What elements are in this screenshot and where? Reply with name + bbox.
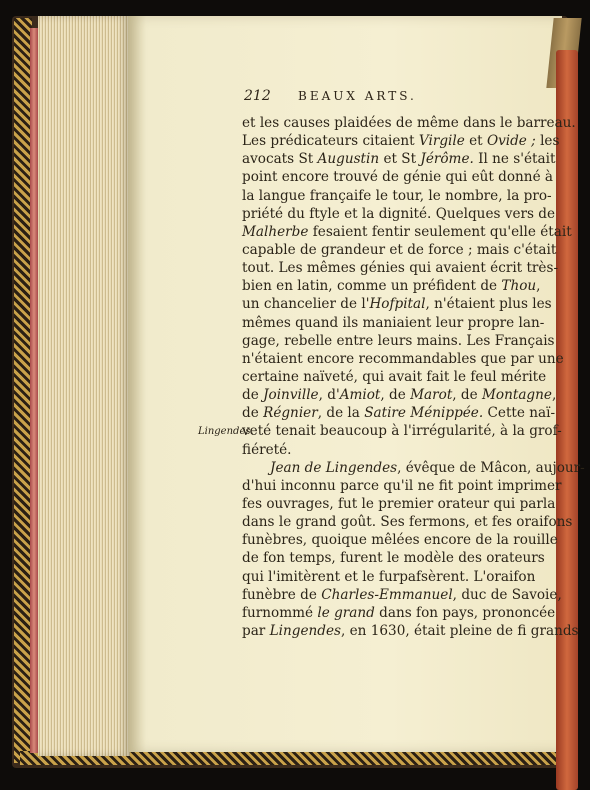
text-segment: de — [242, 387, 264, 404]
italic-text: Jean de Lingendes — [270, 459, 398, 476]
running-title: BEAUX ARTS. — [298, 89, 417, 103]
text-segment: , duc de Savoie, — [452, 586, 562, 603]
text-segment: dans le grand goût. Ses fermons, et fes oraifons — [242, 514, 573, 531]
text-segment: et St — [379, 151, 421, 168]
red-page-edge — [30, 28, 38, 753]
body-text — [242, 114, 585, 640]
italic-text: Lingendes — [269, 622, 341, 639]
text-line — [242, 604, 556, 622]
text-segment: , en 1630, était pleine de fi grands — [341, 622, 579, 639]
text-line — [242, 386, 557, 404]
italic-text: Montagne — [482, 387, 552, 404]
text-segment: bien en latin, comme un préfident de — [242, 278, 502, 295]
italic-text: Jérôme. — [420, 151, 474, 168]
text-segment: , n'étaient plus les — [425, 296, 552, 313]
red-bookmark-ribbon — [556, 50, 578, 790]
text-segment: , — [551, 387, 557, 404]
text-line — [242, 531, 558, 549]
text-line — [242, 332, 555, 350]
text-segment: gage, rebelle entre leurs mains. Les Français — [242, 332, 555, 349]
text-segment: , — [536, 278, 541, 295]
margin-note: Lingendes. — [198, 426, 254, 437]
text-line — [242, 314, 545, 332]
text-segment: , de la — [317, 405, 365, 422]
text-line — [242, 205, 556, 223]
text-line — [242, 223, 572, 241]
text-segment: certaine naïveté, qui avait fait le feul mérite — [242, 368, 547, 385]
text-segment: les — [535, 133, 560, 150]
text-segment: et les causes plaidées de même dans le barreau. — [242, 115, 576, 131]
text-segment: veté tenait beaucoup à l'irrégularité, à la grof- — [242, 423, 562, 440]
text-segment: capable de grandeur et de force ; mais c'était — [242, 241, 557, 258]
text-segment: funèbre de — [242, 586, 322, 603]
text-segment: Cette naï- — [483, 405, 556, 422]
text-segment: qui l'imitèrent et le furpafsèrent. L'oraifon — [242, 568, 536, 585]
text-line — [242, 168, 554, 186]
text-line — [242, 441, 514, 459]
text-segment: et — [464, 133, 487, 150]
text-segment: furnommé — [242, 604, 318, 621]
text-segment: par — [242, 622, 270, 639]
text-segment: Les prédicateurs citaient — [242, 133, 419, 150]
text-line — [242, 404, 556, 422]
text-line — [242, 495, 556, 513]
italic-text: Hofpital — [369, 296, 426, 313]
text-segment: de — [242, 405, 264, 422]
text-line — [242, 477, 562, 495]
italic-text: Satire Ménippée. — [364, 405, 484, 422]
text-segment: Il ne s'était — [473, 151, 556, 168]
text-segment: , d' — [318, 387, 340, 404]
text-line — [242, 622, 579, 640]
page-stack — [38, 16, 130, 756]
italic-text: le grand — [317, 604, 375, 621]
text-line — [242, 350, 564, 368]
text-segment: n'étaient encore recommandables que par une — [242, 350, 564, 367]
text-segment: avocats St — [242, 151, 318, 168]
italic-text: Marot — [410, 387, 453, 404]
text-line — [242, 241, 557, 259]
running-head — [244, 88, 514, 110]
text-segment: mêmes quand ils maniaient leur propre lan- — [242, 314, 545, 331]
text-segment: point encore trouvé de génie qui eût donné à — [242, 169, 554, 186]
text-line — [242, 568, 536, 586]
text-segment: d'hui inconnu parce qu'il ne fit point imprimer — [242, 477, 562, 494]
text-segment: fesaient fentir seulement qu'elle était — [308, 223, 572, 240]
text-segment: priété du ftyle et la dignité. Quelques vers de — [242, 205, 556, 222]
text-line — [242, 295, 552, 313]
text-segment: , de — [452, 387, 482, 404]
italic-text: Virgile — [418, 133, 465, 150]
text-line — [242, 513, 573, 531]
italic-text: Malherbe — [242, 223, 309, 240]
text-line — [242, 459, 585, 477]
text-line — [242, 150, 556, 168]
text-line — [242, 259, 559, 277]
text-segment: fiéreté. — [242, 441, 292, 458]
text-line — [242, 187, 552, 205]
text-line — [242, 277, 541, 295]
text-segment: tout. Les mêmes génies qui avaient écrit très- — [242, 260, 559, 277]
text-line — [242, 114, 576, 132]
text-line — [242, 586, 562, 604]
text-line — [242, 368, 547, 386]
italic-text: Régnier — [263, 405, 318, 422]
text-segment: funèbres, quoique mêlées encore de la rouille — [242, 532, 558, 549]
text-line — [242, 422, 562, 440]
text-line — [242, 549, 545, 567]
italic-text: Charles-Emmanuel — [321, 586, 453, 603]
text-segment: dans fon pays, prononcée — [374, 604, 556, 621]
italic-text: Augustin — [317, 151, 380, 168]
page-number: 212 — [244, 88, 271, 104]
text-segment: de fon temps, furent le modèle des orateurs — [242, 550, 545, 567]
italic-text: Joinville — [263, 387, 319, 404]
italic-text: Ovide ; — [486, 133, 536, 150]
text-segment: la langue françaife le tour, le nombre, la pro- — [242, 187, 552, 204]
text-segment: fes ouvrages, fut le premier orateur qui parla — [242, 495, 556, 512]
text-line — [242, 132, 560, 150]
text-segment: , de — [380, 387, 411, 404]
text-segment: un chancelier de l' — [242, 296, 370, 313]
italic-text: Thou — [501, 278, 537, 295]
italic-text: Amiot — [339, 387, 381, 404]
text-segment: , évêque de Mâcon, aujour- — [397, 459, 585, 476]
